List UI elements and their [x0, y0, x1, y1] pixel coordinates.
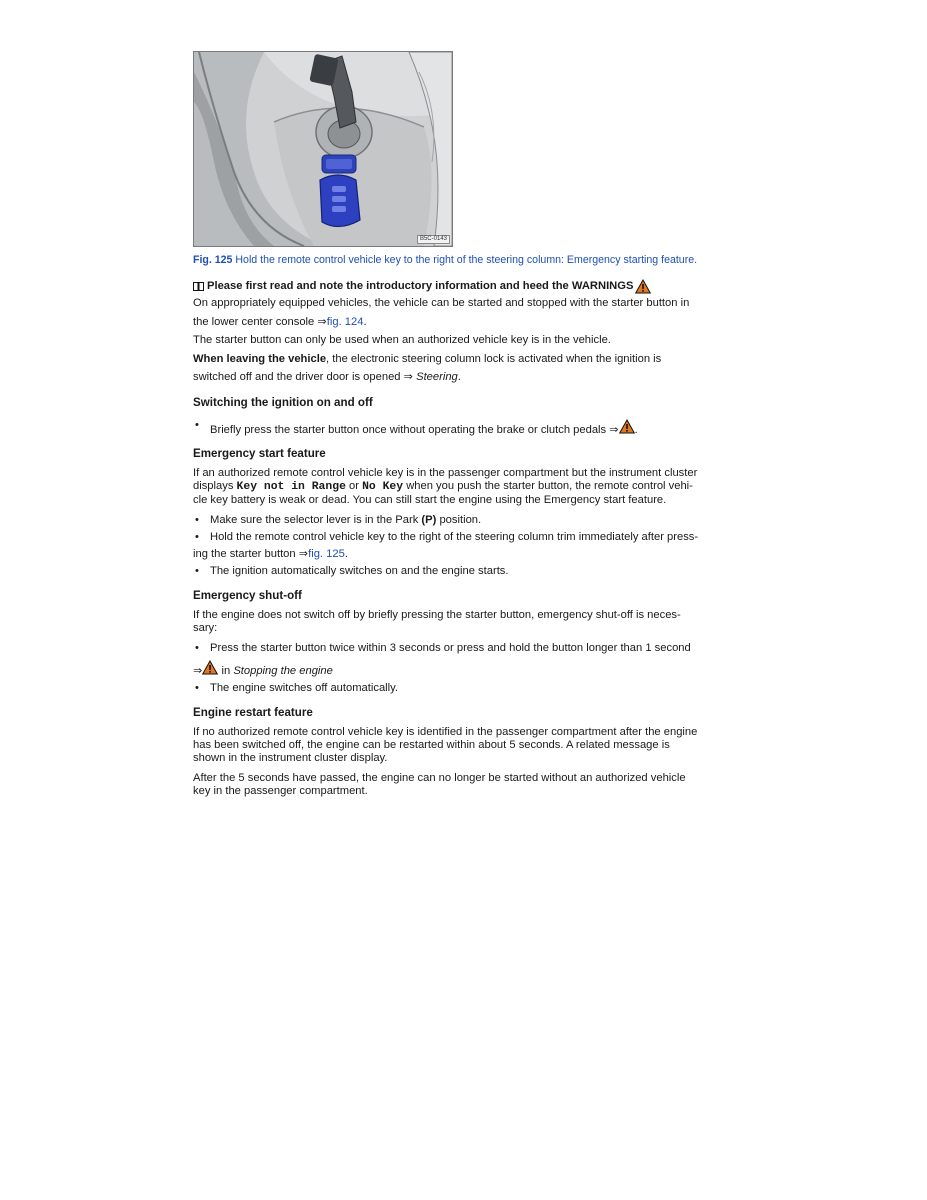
list-item: • Briefly press the starter button once without operating the brake or clutch pedals ⇒ . — [193, 419, 713, 437]
figure-steering-column-key — [193, 51, 453, 247]
manual-page — [193, 51, 713, 798]
warning-icon[interactable] — [635, 279, 651, 294]
caption-text: Hold the remote control vehicle key to the right of the steering column: Emergency starting feature. — [235, 254, 698, 266]
warning-icon[interactable] — [202, 660, 218, 675]
paragraph-engine-restart-2: After the 5 seconds have passed, the engine can no longer be started without an authorized vehicle key in the passenger compartment. — [193, 771, 686, 797]
display-message-key-not-in-range: Key not in Range — [236, 480, 346, 493]
list-item: • Make sure the selector lever is in the Park (P) position. — [193, 512, 713, 529]
link-fig-125[interactable]: fig. 125 — [308, 547, 345, 560]
list-item: • The ignition automatically switches on and the engine starts. — [193, 563, 713, 580]
figure-caption — [193, 254, 713, 267]
link-steering[interactable]: Steering — [416, 371, 458, 383]
steering-column-illustration — [194, 52, 452, 246]
link-fig-124[interactable]: fig. 124 — [326, 315, 364, 328]
list-item: • The engine switches off automatically. — [193, 682, 713, 695]
display-message-no-key: No Key — [362, 480, 404, 493]
heading-ignition: Switching the ignition on and off — [193, 395, 373, 409]
paragraph-starter-button: On appropriately equipped vehicles, the vehicle can be started and stopped with the starter button in the lower center console ⇒fig. 124. — [193, 297, 690, 328]
heading-emergency-shutoff: Emergency shut-off — [193, 588, 302, 602]
list-item: • Press the starter button twice within 3 seconds or press and hold the button longer than 1 second — [193, 642, 713, 655]
intro-text: Please first read and note the introductory information and heed the WARNINGS — [207, 280, 634, 292]
paragraph-emergency-start: If an authorized remote control vehicle key is in the passenger compartment but the instrument cluster displays Key not in Range or No Key when you push the starter button, the remote control vehi- cle key battery is weak or dead. You can still start the engine using the Emergency start feature. — [193, 466, 698, 506]
list-item: • Hold the remote control vehicle key to the right of the steering column trim immediately after press- — [193, 529, 713, 546]
caption-number: Fig. 125 — [193, 254, 233, 266]
book-icon — [193, 282, 204, 291]
heading-engine-restart: Engine restart feature — [193, 705, 313, 719]
intro-note — [193, 279, 713, 294]
list-item-continuation: ⇒ in Stopping the engine — [193, 660, 713, 678]
paragraph-authorized-key: The starter button can only be used when an authorized vehicle key is in the vehicle. — [193, 334, 611, 346]
figure-code: B5C-0143 — [417, 235, 450, 244]
warning-icon[interactable] — [619, 419, 635, 434]
paragraph-emergency-shutoff: If the engine does not switch off by briefly pressing the starter button, emergency shut-off is neces- sary: — [193, 608, 681, 634]
link-stopping-engine[interactable]: Stopping the engine — [233, 664, 333, 677]
paragraph-leaving-vehicle: When leaving the vehicle, the electronic steering column lock is activated when the ignition is switched off and the driver door is opened ⇒ Steering. — [193, 352, 662, 383]
list-item-continuation: ing the starter button ⇒fig. 125. — [193, 547, 348, 560]
heading-emergency-start: Emergency start feature — [193, 446, 326, 460]
paragraph-engine-restart-1: If no authorized remote control vehicle key is identified in the passenger compartment after the engine has been switched off, the engine can be restarted within about 5 seconds. A related message is shown in the instrument cluster display. — [193, 725, 698, 764]
